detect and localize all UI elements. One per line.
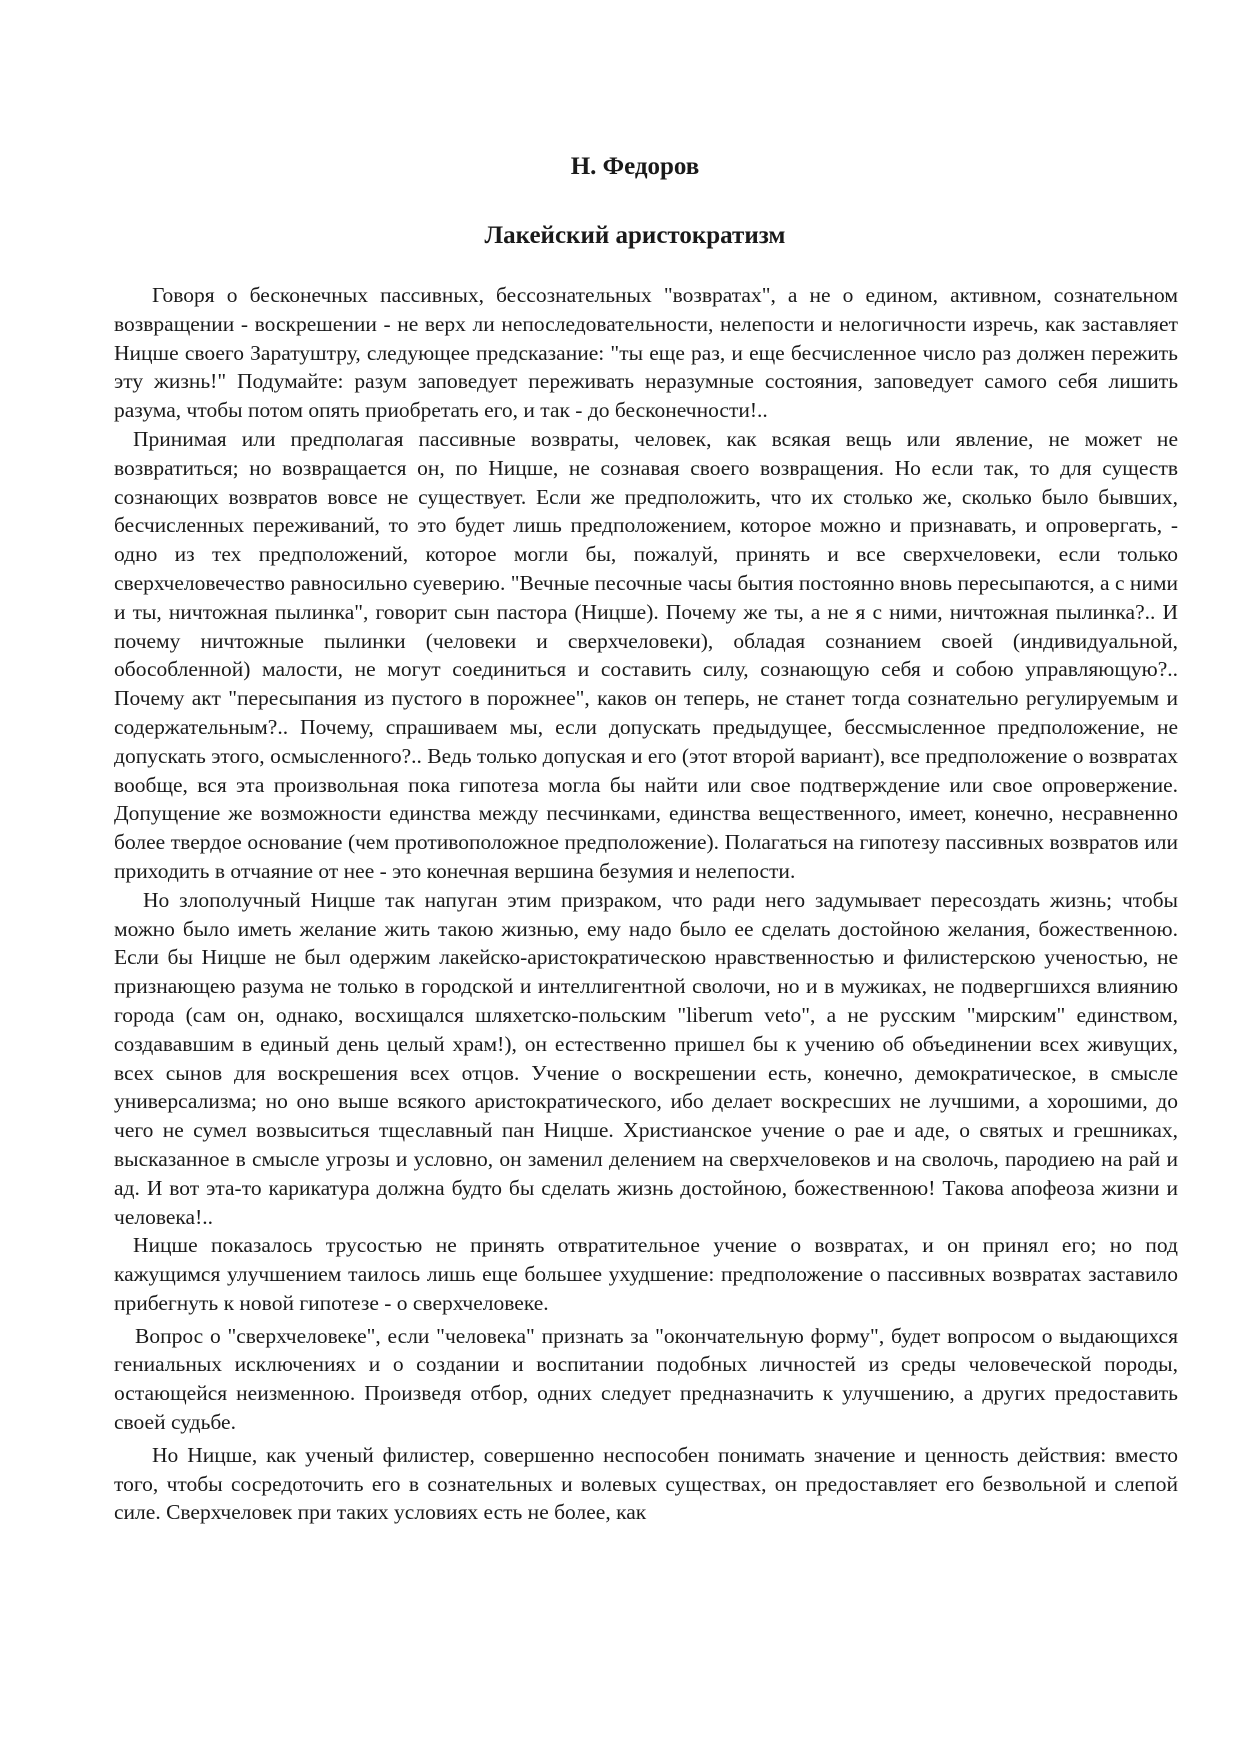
paragraph-1: Говоря о бесконечных пассивных, бессознательных "возвратах", а не о едином, активном, сознательном возвращении - воскрешении - не верх ли непоследовательности, нелепости и нелогичности изречь, как заставляет Ницше своего Заратуштру, следующее предсказание: "ты еще раз, и еще бесчисленное число раз должен пережить эту жизнь!" Подумайте: разум заповедует переживать неразумные состояния, заповедует самого себя лишить разума, чтобы потом опять приобретать его, и так - до бесконечности!.. bbox=[114, 283, 1178, 423]
paragraph-5: Вопрос о "сверхчеловеке", если "человека" признать за "окончательную форму", будет вопросом о выдающихся гениальных исключениях и о создании и воспитании подобных личностей из среды человеческой породы, остающейся неизменною. Произведя отбор, одних следует предназначить к улучшению, а других предоставить своей судьбе. bbox=[114, 1323, 1178, 1435]
paragraph-3: Но злополучный Ницше так напуган этим призраком, что ради него задумывает пересоздать жизнь; чтобы можно было иметь желание жить такою жизнью, ему надо было ее сделать достойною желания, божественною. Если бы Ницше не был одержим лакейско-аристократическою нравственностью и филистерскою ученостью, не признающею разума не только в городской и интеллигентной сволочи, но и в мужиках, не подвергшихся влиянию города (сам он, однако, восхищался шляхетско-польским "liberum veto", а не русским "мирским" единством, создававшим в единый день целый храм!), он естественно пришел бы к учению об объединении всех живущих, всех сынов для воскрешения всех отцов. Учение о воскрешении есть, конечно, демократическое, в смысле универсализма; но оно выше всякого аристократического, ибо делает воскресших не лучшими, а хорошими, до чего не сумел возвыситься тщеславный пан Ницше. Христианское учение о рае и аде, о святых и грешниках, высказанное в смысле угрозы и условно, он заменил делением на сверхчеловеков и на сволочь, пародиею на рай и ад. И вот эта-то карикатура должна будто бы сделать жизнь достойною, божественною! Такова апофеоза жизни и человека!.. bbox=[114, 887, 1178, 1229]
author-name: Н. Федоров bbox=[570, 153, 700, 180]
article-title: Лакейский аристократизм bbox=[484, 222, 786, 249]
paragraph-4: Ницше показалось трусостью не принять отвратительное учение о возвратах, и он принял его; но под кажущимся улучшением таилось лишь еще большее ухудшение: предположение о пассивных возвратах заставило прибегнуть к новой гипотезе - о сверхчеловеке. bbox=[114, 1233, 1178, 1315]
article-body bbox=[114, 281, 1178, 1527]
paragraph-2: Принимая или предполагая пассивные возвраты, человек, как всякая вещь или явление, не может не возвратиться; но возвращается он, по Ницше, не сознавая своего возвращения. Но если так, то для существ сознающих возвратов вовсе не существует. Если же предположить, что их столько же, сколько было бывших, бесчисленных переживаний, то это будет лишь предположением, которое можно и признавать, и опровергать, - одно из тех предположений, которое могли бы, пожалуй, принять и все сверхчеловеки, если только сверхчеловечество равносильно суеверию. "Вечные песочные часы бытия постоянно вновь пересыпаются, а с ними и ты, ничтожная пылинка", говорит сын пастора (Ницше). Почему же ты, а не я с ними, ничтожная пылинка?.. И почему ничтожные пылинки (человеки и сверхчеловеки), обладая сознанием своей (индивидуальной, обособленной) малости, не могут соединиться и составить силу, сознающую себя и собою управляющую?.. Почему акт "пересыпания из пустого в порожнее", каков он теперь, не станет тогда сознательно регулируемым и содержательным?.. Почему, спрашиваем мы, если допускать предыдущее, бессмысленное предположение, не допускать этого, осмысленного?.. Ведь только допуская и его (этот второй вариант), все предположение о возвратах вообще, вся эта произвольная пока гипотеза могла бы найти или свое подтверждение или свое опровержение. Допущение же возможности единства между песчинками, единства вещественного, имеет, конечно, несравненно более твердое основание (чем противоположное предположение). Полагаться на гипотезу пассивных возвратов или приходить в отчаяние от нее - это конечная вершина безумия и нелепости. bbox=[114, 426, 1178, 883]
paragraph-6: Но Ницше, как ученый филистер, совершенно неспособен понимать значение и ценность действия: вместо того, чтобы сосредоточить его в сознательных и волевых существах, он предоставляет его безвольной и слепой силе. Сверхчеловек при таких условиях есть не более, как bbox=[114, 1442, 1178, 1525]
